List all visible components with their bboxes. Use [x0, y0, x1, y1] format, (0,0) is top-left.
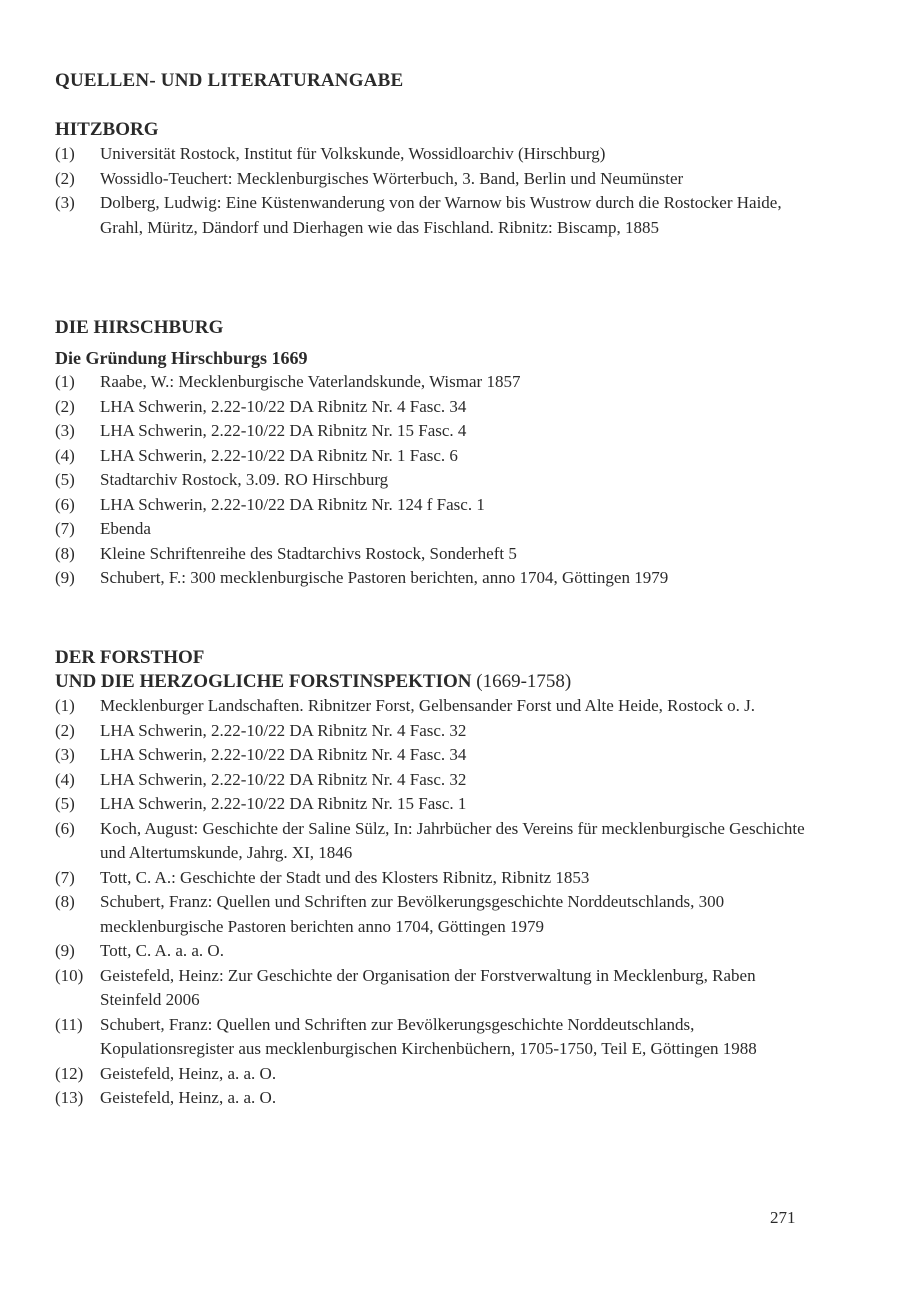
reference-text: Wossidlo-Teuchert: Mecklenburgisches Wörterbuch, 3. Band, Berlin und Neumünster — [100, 168, 684, 188]
reference-item — [55, 792, 815, 817]
reference-item — [55, 719, 815, 744]
reference-text: Kleine Schriftenreihe des Stadtarchivs Rostock, Sonderheft 5 — [100, 543, 517, 563]
reference-item — [55, 964, 815, 1013]
reference-text: LHA Schwerin, 2.22-10/22 DA Ribnitz Nr. 15 Fasc. 4 — [100, 421, 467, 440]
reference-text: Geistefeld, Heinz: Zur Geschichte der Organisation der Forstverwaltung in Mecklenburg, Raben Steinfeld 2006 — [100, 965, 756, 1009]
reference-list — [55, 694, 815, 1111]
reference-text: Schubert, F.: 300 mecklenburgische Pastoren berichten, anno 1704, Göttingen 1979 — [100, 568, 669, 587]
reference-number: (7) — [55, 519, 75, 538]
reference-number: (10) — [55, 965, 84, 985]
reference-text: LHA Schwerin, 2.22-10/22 DA Ribnitz Nr. 4 Fasc. 32 — [100, 720, 467, 740]
reference-list — [55, 142, 815, 240]
reference-number: (2) — [55, 396, 75, 416]
reference-item — [55, 1062, 815, 1087]
reference-number: (2) — [55, 168, 75, 188]
section-title: HITZBORG — [55, 119, 159, 140]
reference-item — [55, 493, 815, 518]
reference-text: LHA Schwerin, 2.22-10/22 DA Ribnitz Nr. 4 Fasc. 34 — [100, 396, 467, 416]
reference-number: (1) — [55, 372, 75, 391]
reference-text: Universität Rostock, Institut für Volkskunde, Wossidloarchiv (Hirschburg) — [100, 144, 606, 163]
reference-item — [55, 542, 815, 567]
reference-item — [55, 444, 815, 469]
reference-item — [55, 468, 815, 493]
reference-number: (9) — [55, 568, 75, 587]
reference-text: Tott, C. A.: Geschichte der Stadt und des Klosters Ribnitz, Ribnitz 1853 — [100, 867, 590, 887]
reference-number: (12) — [55, 1063, 84, 1083]
section-subtitle: Die Gründung Hirschburgs 1669 — [55, 348, 308, 368]
reference-item — [55, 890, 815, 939]
reference-number: (1) — [55, 696, 75, 715]
reference-text: Geistefeld, Heinz, a. a. O. — [100, 1088, 277, 1107]
reference-item — [55, 768, 815, 793]
reference-item — [55, 566, 815, 591]
reference-item — [55, 395, 815, 420]
reference-text: LHA Schwerin, 2.22-10/22 DA Ribnitz Nr. 4 Fasc. 32 — [100, 769, 467, 789]
reference-number: (1) — [55, 144, 75, 163]
reference-text: Raabe, W.: Mecklenburgische Vaterlandskunde, Wismar 1857 — [100, 372, 521, 391]
section-title-date-range: (1669-1758) — [476, 671, 572, 692]
reference-text: Mecklenburger Landschaften. Ribnitzer Forst, Gelbensander Forst und Alte Heide, Rostock o. J. — [100, 696, 755, 715]
reference-number: (8) — [55, 892, 75, 911]
reference-text: LHA Schwerin, 2.22-10/22 DA Ribnitz Nr. 15 Fasc. 1 — [100, 794, 467, 813]
reference-item — [55, 1086, 815, 1111]
reference-number: (7) — [55, 867, 75, 887]
reference-text: Schubert, Franz: Quellen und Schriften zur Bevölkerungsgeschichte Norddeutschlands, 300 mecklenburgische Pastoren berichten anno 1704, Göttingen 1979 — [100, 892, 725, 936]
reference-number: (3) — [55, 193, 75, 212]
reference-text: Stadtarchiv Rostock, 3.09. RO Hirschburg — [100, 470, 389, 489]
reference-text: LHA Schwerin, 2.22-10/22 DA Ribnitz Nr. 124 f Fasc. 1 — [100, 494, 485, 514]
reference-number: (5) — [55, 794, 75, 813]
page-number: 271 — [770, 1208, 796, 1227]
reference-item — [55, 939, 815, 964]
reference-number: (3) — [55, 745, 75, 764]
section-title: DER FORSTHOF — [55, 647, 205, 668]
reference-text: Schubert, Franz: Quellen und Schriften zur Bevölkerungsgeschichte Norddeutschlands, Kopulationsregister aus mecklenburgischen Kirchenbüchern, 1705-1750, Teil E, Göttingen 1988 — [100, 1014, 757, 1058]
section-der-forsthof — [55, 646, 815, 1111]
section-title-line-2 — [55, 670, 815, 694]
reference-item — [55, 817, 815, 866]
reference-item — [55, 191, 815, 240]
reference-number: (9) — [55, 941, 75, 960]
reference-number: (4) — [55, 769, 75, 789]
section-title-line-2-text: UND DIE HERZOGLICHE FORSTINSPEKTION — [55, 671, 472, 692]
reference-number: (6) — [55, 494, 75, 514]
reference-list — [55, 370, 815, 591]
reference-text: Dolberg, Ludwig: Eine Küstenwanderung von der Warnow bis Wustrow durch die Rostocker Haide, Grahl, Müritz, Dändorf und Dierhagen wie das Fischland. Ribnitz: Biscamp, 1885 — [100, 193, 782, 237]
reference-number: (6) — [55, 818, 75, 838]
reference-number: (11) — [55, 1014, 83, 1034]
reference-item — [55, 167, 815, 192]
reference-number: (2) — [55, 720, 75, 740]
section-die-hirschburg — [55, 316, 815, 591]
reference-number: (13) — [55, 1088, 84, 1107]
reference-number: (4) — [55, 445, 75, 465]
section-hitzborg — [55, 118, 815, 240]
reference-item — [55, 694, 815, 719]
reference-number: (5) — [55, 470, 75, 489]
reference-item — [55, 142, 815, 167]
page-title: QUELLEN- UND LITERATURANGABE — [55, 70, 404, 91]
reference-item — [55, 370, 815, 395]
reference-number: (8) — [55, 543, 75, 563]
reference-text: Ebenda — [100, 519, 151, 538]
reference-item — [55, 517, 815, 542]
reference-text: Geistefeld, Heinz, a. a. O. — [100, 1063, 277, 1083]
reference-text: Koch, August: Geschichte der Saline Sülz, In: Jahrbücher des Vereins für mecklenburgische Geschichte und Altertumskunde, Jahrg. XI, 1846 — [100, 818, 805, 862]
reference-text: Tott, C. A. a. a. O. — [100, 941, 224, 960]
reference-item — [55, 866, 815, 891]
reference-item — [55, 1013, 815, 1062]
reference-number: (3) — [55, 421, 75, 440]
reference-text: LHA Schwerin, 2.22-10/22 DA Ribnitz Nr. 1 Fasc. 6 — [100, 445, 458, 465]
reference-item — [55, 743, 815, 768]
section-title: DIE HIRSCHBURG — [55, 317, 224, 338]
reference-item — [55, 419, 815, 444]
reference-text: LHA Schwerin, 2.22-10/22 DA Ribnitz Nr. 4 Fasc. 34 — [100, 745, 467, 764]
